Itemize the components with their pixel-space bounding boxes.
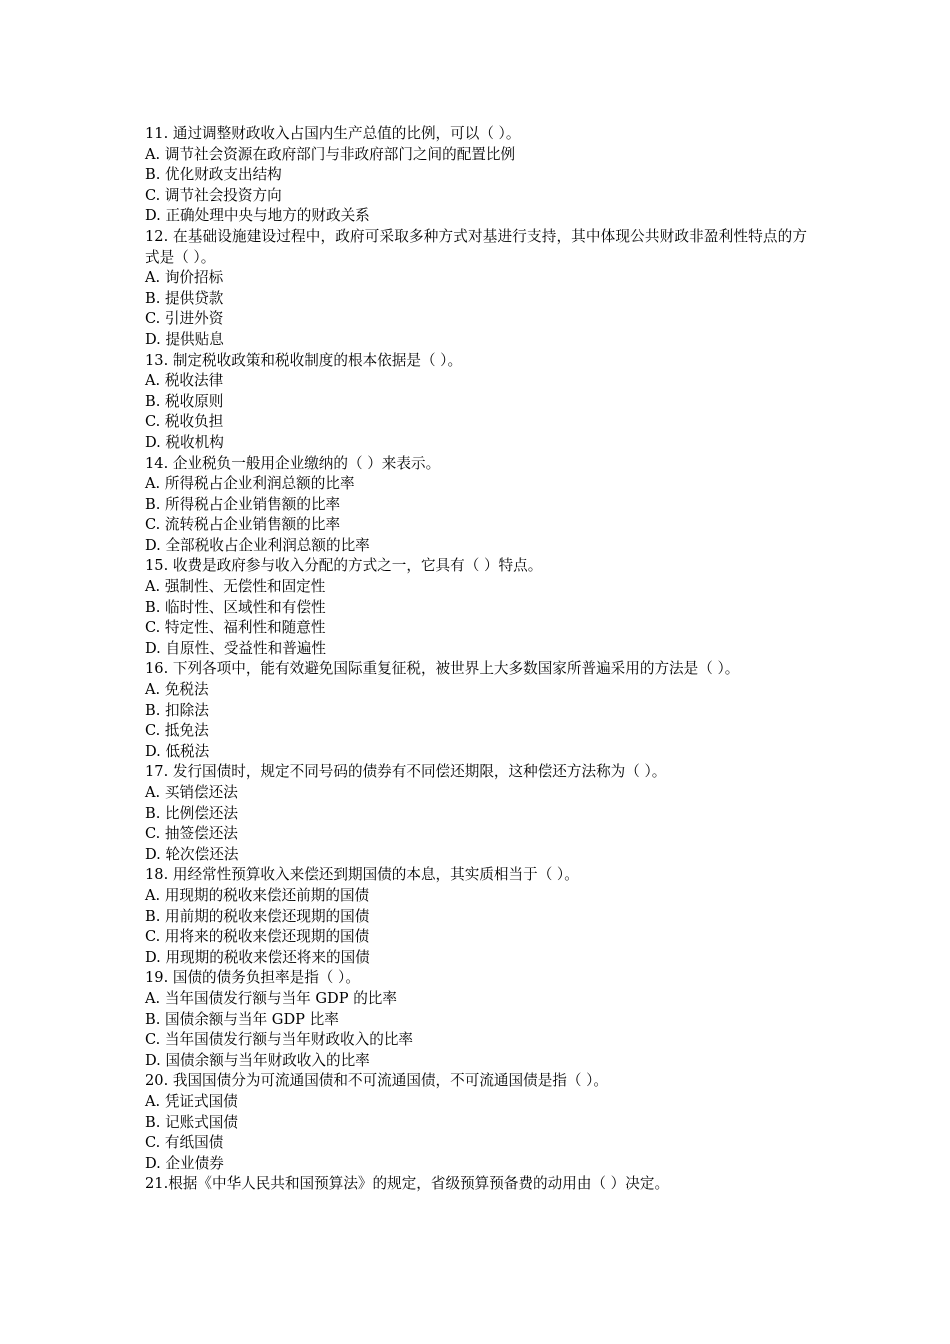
question-13-option-b: B. 税收原则 (145, 392, 224, 410)
question-19-option-d: D. 国债余额与当年财政收入的比率 (145, 1051, 370, 1069)
question-16-stem: 16. 下列各项中，能有效避免国际重复征税，被世界上大多数国家所普遍采用的方法是（ ）。 (145, 660, 740, 678)
question-15-stem: 15. 收费是政府参与收入分配的方式之一，它具有（ ）特点。 (145, 557, 543, 575)
question-13-option-d: D. 税收机构 (145, 433, 224, 451)
question-11-stem: 11. 通过调整财政收入占国内生产总值的比例，可以（ ）。 (145, 125, 521, 142)
question-11-option-b: B. 优化财政支出结构 (145, 166, 282, 184)
question-18-option-a: A. 用现期的税收来偿还前期的国债 (145, 886, 370, 904)
question-19-option-c: C. 当年国债发行额与当年财政收入的比率 (145, 1031, 414, 1049)
question-20-option-d: D. 企业债券 (145, 1154, 224, 1172)
question-12-option-b: B. 提供贷款 (145, 289, 224, 307)
question-20-option-c: C. 有纸国债 (145, 1134, 224, 1152)
question-19-option-b: B. 国债余额与当年 GDP 比率 (145, 1010, 339, 1028)
question-12-option-d: D. 提供贴息 (145, 330, 224, 348)
question-14-option-d: D. 全部税收占企业利润总额的比率 (145, 536, 370, 554)
question-18-option-d: D. 用现期的税收来偿还将来的国债 (145, 948, 370, 966)
question-13-option-c: C. 税收负担 (145, 413, 224, 431)
question-16-option-d: D. 低税法 (145, 742, 210, 760)
question-12-option-c: C. 引进外资 (145, 310, 224, 328)
question-16-option-b: B. 扣除法 (145, 701, 209, 719)
question-17-option-c: C. 抽签偿还法 (145, 825, 238, 843)
question-15-option-a: A. 强制性、无偿性和固定性 (145, 578, 326, 596)
question-13-option-a: A. 税收法律 (145, 372, 224, 390)
question-11-option-a: A. 调节社会资源在政府部门与非政府部门之间的配置比例 (145, 145, 516, 163)
question-17-option-d: D. 轮次偿还法 (145, 845, 239, 863)
question-15-option-c: C. 特定性、福利性和随意性 (145, 619, 326, 637)
question-17-stem: 17. 发行国债时，规定不同号码的债券有不同偿还期限，这种偿还方法称为（ ）。 (145, 763, 667, 781)
question-14-option-b: B. 所得税占企业销售额的比率 (145, 495, 341, 513)
question-11-option-d: D. 正确处理中央与地方的财政关系 (145, 207, 370, 225)
question-12-option-a: A. 询价招标 (145, 269, 224, 287)
question-20-stem: 20. 我国国债分为可流通国债和不可流通国债，不可流通国债是指（ ）。 (145, 1072, 609, 1090)
question-14-stem: 14. 企业税负一般用企业缴纳的（ ）来表示。 (145, 454, 441, 472)
question-20-option-b: B. 记账式国债 (145, 1113, 238, 1131)
question-16-option-a: A. 免税法 (145, 681, 209, 699)
question-19-stem: 19. 国债的债务负担率是指（ ）。 (145, 969, 360, 987)
question-19-option-a: A. 当年国债发行额与当年 GDP 的比率 (145, 989, 397, 1007)
question-12-stem: 12. 在基础设施建设过程中，政府可采取多种方式对基进行支持，其中体现公共财政非盈利性特点的方式是（ ）。 (145, 227, 807, 266)
question-18-option-c: C. 用将来的税收来偿还现期的国债 (145, 928, 370, 946)
question-15-option-d: D. 自原性、受益性和普遍性 (145, 639, 326, 657)
question-18-stem: 18. 用经常性预算收入来偿还到期国债的本息，其实质相当于（ ）。 (145, 866, 579, 884)
question-14-option-c: C. 流转税占企业销售额的比率 (145, 516, 341, 534)
question-20-option-a: A. 凭证式国债 (145, 1092, 238, 1110)
question-13-stem: 13. 制定税收政策和税收制度的根本依据是（ ）。 (145, 351, 463, 369)
question-21-stem: 21.根据《中华人民共和国预算法》的规定，省级预算预备费的动用由（ ）决定。 (145, 1175, 670, 1193)
document-page (145, 124, 807, 1195)
question-18-option-b: B. 用前期的税收来偿还现期的国债 (145, 907, 370, 925)
question-11-option-c: C. 调节社会投资方向 (145, 186, 282, 204)
question-14-option-a: A. 所得税占企业利润总额的比率 (145, 475, 355, 493)
question-16-option-c: C. 抵免法 (145, 722, 209, 740)
question-17-option-b: B. 比例偿还法 (145, 804, 238, 822)
question-17-option-a: A. 买销偿还法 (145, 784, 238, 801)
question-15-option-b: B. 临时性、区域性和有偿性 (145, 598, 326, 616)
